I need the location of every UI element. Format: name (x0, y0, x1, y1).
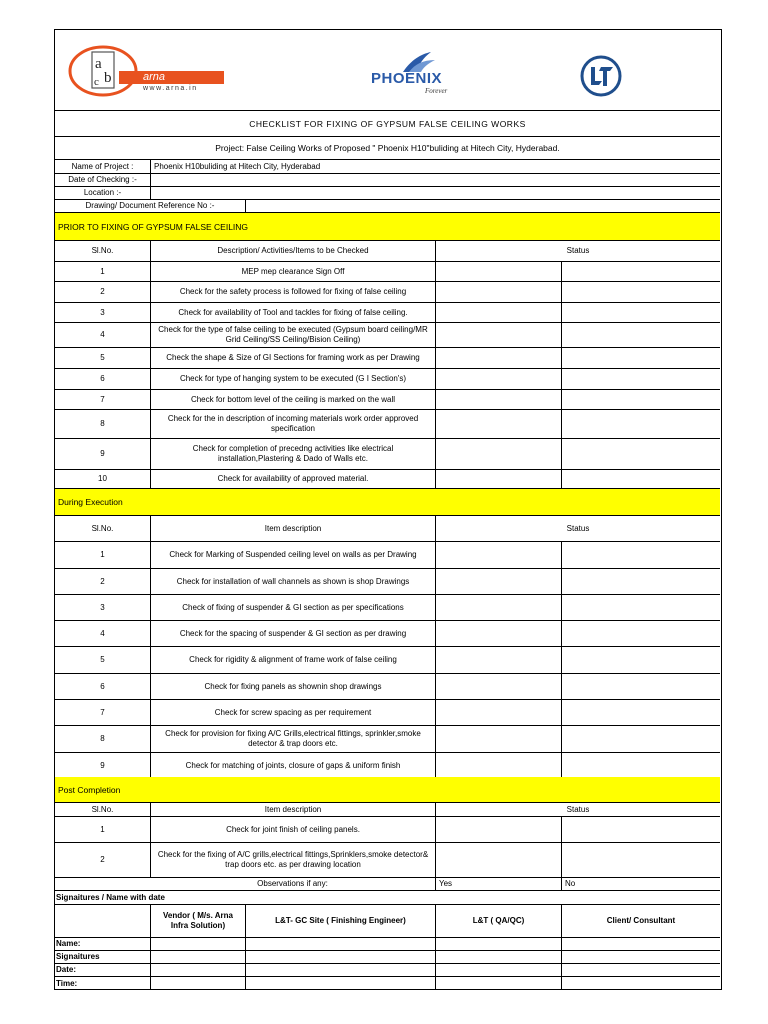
row-number: 9 (100, 449, 105, 458)
row-number: 3 (100, 602, 105, 612)
col-sl-no: Sl.No. (91, 246, 114, 255)
signature-row (55, 951, 720, 964)
row-description: Check for screw spacing as per requirement (150, 700, 435, 725)
observations-yes[interactable]: Yes (435, 878, 561, 890)
status-cell-yes[interactable] (435, 843, 561, 877)
row-description: Check for the fixing of A/C grills,electrical fittings,Sprinklers,smoke detector& trap doors etc. as per drawing location (150, 843, 435, 877)
sig-cell-vendor[interactable] (150, 964, 245, 976)
row-number: 10 (98, 474, 107, 483)
checklist-row (55, 390, 720, 410)
row-number: 5 (100, 655, 105, 664)
row-description: Check the shape & Size of GI Sections for framing work as per Drawing (150, 348, 435, 368)
project-name-label: Name of Project : (71, 161, 134, 171)
row-number: 1 (100, 266, 105, 276)
row-description: Check for the safety process is followed for fixing of false ceiling (150, 282, 435, 302)
section-post-title: Post Completion (58, 784, 121, 795)
checklist-row (55, 674, 720, 700)
row-description: Check for type of hanging system to be executed (G I Section's) (150, 369, 435, 389)
status-cell-yes[interactable] (435, 674, 561, 699)
status-cell-no[interactable] (561, 700, 720, 725)
status-cell-no[interactable] (561, 390, 720, 409)
status-cell-no[interactable] (561, 569, 720, 594)
status-cell-no[interactable] (561, 262, 720, 281)
page-title: CHECKLIST FOR FIXING OF GYPSUM FALSE CEILING WORKS (249, 118, 526, 129)
row-description: Check for joint finish of ceiling panels. (150, 817, 435, 842)
observations-label: Observations if any: (257, 879, 328, 888)
svg-text:b: b (104, 70, 112, 86)
row-description: Check for the in description of incoming materials work order approved specification (150, 410, 435, 438)
row-description: Check for the type of false ceiling to be executed (Gypsum board ceiling/MR Grid Ceiling/SS Ceiling/Bision Ceiling) (150, 323, 435, 347)
signature-row-label: Date: (56, 965, 77, 974)
status-cell-yes[interactable] (435, 410, 561, 438)
lt-logo-icon (579, 54, 623, 98)
col-sl-no: Sl.No. (91, 523, 114, 533)
drawing-reference-label: Drawing/ Document Reference No :- (85, 201, 215, 210)
row-number: 5 (100, 353, 105, 362)
col-status: Status (435, 803, 720, 816)
checklist-row (55, 726, 720, 753)
section-prior-columns (55, 241, 720, 262)
status-cell-no[interactable] (561, 753, 720, 778)
status-cell-yes[interactable] (435, 726, 561, 752)
section-execution-title: During Execution (58, 497, 123, 507)
info-row-location (55, 187, 720, 200)
date-of-checking-value[interactable] (150, 174, 720, 186)
row-number: 1 (100, 550, 105, 559)
row-description: MEP mep clearance Sign Off (150, 262, 435, 281)
checklist-row (55, 303, 720, 323)
row-number: 7 (100, 707, 105, 717)
info-row-name (55, 160, 720, 174)
lt-logo (579, 54, 623, 98)
sig-col-vendor: Vendor ( M/s. Arna Infra Solution) (150, 905, 245, 937)
row-description: Check for matching of joints, closure of gaps & uniform finish (150, 753, 435, 778)
row-description: Check for Marking of Suspended ceiling level on walls as per Drawing (150, 542, 435, 568)
status-cell-yes[interactable] (435, 439, 561, 469)
project-row (55, 137, 720, 160)
status-cell-yes[interactable] (435, 348, 561, 368)
checklist-row (55, 753, 720, 779)
row-number: 9 (100, 760, 105, 770)
sig-cell-vendor[interactable] (150, 977, 245, 990)
status-cell-no[interactable] (561, 348, 720, 368)
row-number: 8 (100, 734, 105, 743)
row-number: 4 (100, 628, 105, 638)
checklist-row (55, 369, 720, 390)
status-cell-no[interactable] (561, 843, 720, 877)
status-cell-no[interactable] (561, 595, 720, 620)
row-description: Check of fixing of suspender & GI section as per specifications (150, 595, 435, 620)
row-description: Check for fixing panels as shownin shop drawings (150, 674, 435, 699)
sig-cell-lt-qa[interactable] (435, 938, 561, 950)
row-number: 2 (100, 287, 105, 296)
checklist-row (55, 262, 720, 282)
signature-row-label: Time: (56, 978, 78, 988)
sig-cell-vendor[interactable] (150, 951, 245, 963)
sig-cell-client[interactable] (561, 938, 720, 950)
section-post-columns (55, 803, 720, 817)
col-sl-no: Sl.No. (91, 804, 114, 814)
col-description: Item description (150, 516, 435, 541)
section-execution-columns (55, 516, 720, 542)
status-cell-yes[interactable] (435, 390, 561, 409)
sig-cell-client[interactable] (561, 951, 720, 963)
row-description: Check for provision for fixing A/C Grills,electrical fittings, sprinkler,smoke detector & trap doors etc. (150, 726, 435, 752)
section-prior-title: PRIOR TO FIXING OF GYPSUM FALSE CEILING (58, 221, 249, 232)
checklist-row (55, 439, 720, 470)
sig-col-lt-qa: L&T ( QA/QC) (435, 905, 561, 937)
checklist-row (55, 348, 720, 369)
checklist-row (55, 817, 720, 843)
row-number: 3 (100, 307, 105, 317)
arna-logo (67, 44, 227, 100)
row-number: 2 (100, 855, 105, 864)
row-description: Check for availability of Tool and tackles for fixing of false ceiling. (150, 303, 435, 322)
checklist-row (55, 470, 720, 489)
info-row-date (55, 174, 720, 187)
status-cell-yes[interactable] (435, 700, 561, 725)
checklist-row (55, 621, 720, 647)
sig-cell-client[interactable] (561, 977, 720, 990)
signature-row-label: Name: (56, 939, 81, 948)
status-cell-yes[interactable] (435, 621, 561, 646)
checklist-row (55, 595, 720, 621)
signatures-header-row (55, 905, 720, 938)
status-cell-no[interactable] (561, 470, 720, 488)
status-cell-no[interactable] (561, 410, 720, 438)
signature-row (55, 938, 720, 951)
status-cell-no[interactable] (561, 817, 720, 842)
phoenix-logo (363, 50, 463, 98)
sig-cell-client[interactable] (561, 964, 720, 976)
sig-cell-lt-gc[interactable] (245, 964, 435, 976)
signatures-title-row (55, 891, 720, 905)
checklist-row (55, 282, 720, 303)
project-name-value: Phoenix H10buliding at Hitech City, Hyderabad (150, 160, 720, 173)
sig-cell-lt-gc[interactable] (245, 938, 435, 950)
row-description: Check for completion of precedng activities like electrical installation,Plastering & Dado of Walls etc. (150, 439, 435, 469)
row-number: 1 (100, 824, 105, 834)
status-cell-no[interactable] (561, 726, 720, 752)
row-number: 6 (100, 374, 105, 383)
status-cell-yes[interactable] (435, 569, 561, 594)
section-prior-header (55, 213, 720, 241)
status-cell-no[interactable] (561, 621, 720, 646)
checklist-row (55, 700, 720, 726)
svg-text:a: a (95, 56, 102, 72)
col-status: Status (435, 516, 720, 541)
phoenix-logo-tagline: Forever (425, 87, 448, 95)
checklist-row (55, 323, 720, 348)
arna-logo-text: arna (143, 71, 166, 83)
checklist-row (55, 542, 720, 569)
status-cell-yes[interactable] (435, 647, 561, 673)
row-description: Check for the spacing of suspender & GI section as per drawing (150, 621, 435, 646)
row-number: 8 (100, 419, 105, 428)
checklist-sheet (54, 29, 722, 990)
checklist-row (55, 569, 720, 595)
project-line: Project: False Ceiling Works of Proposed " Phoenix H10"buliding at Hitech City, Hyderabad. (215, 143, 560, 153)
status-cell-yes[interactable] (435, 542, 561, 568)
signature-row (55, 977, 720, 990)
status-cell-no[interactable] (561, 369, 720, 389)
drawing-reference-value[interactable] (245, 200, 720, 212)
status-cell-no[interactable] (561, 439, 720, 469)
observations-row (55, 878, 720, 891)
checklist-row (55, 843, 720, 878)
row-number: 4 (100, 330, 105, 339)
status-cell-yes[interactable] (435, 470, 561, 488)
row-description: Check for rigidity & alignment of frame work of false ceiling (150, 647, 435, 673)
location-label: Location :- (83, 188, 122, 197)
section-post-header (55, 777, 720, 803)
svg-text:c: c (94, 76, 99, 88)
sig-col-client: Client/ Consultant (561, 905, 720, 937)
status-cell-yes[interactable] (435, 303, 561, 322)
sig-cell-lt-qa[interactable] (435, 964, 561, 976)
status-cell-no[interactable] (561, 542, 720, 568)
row-number: 7 (100, 394, 105, 404)
row-number: 6 (100, 681, 105, 691)
info-row-drawing (55, 200, 720, 213)
checklist-row (55, 410, 720, 439)
row-description: Check for installation of wall channels as shown is shop Drawings (150, 569, 435, 594)
row-description: Check for bottom level of the ceiling is marked on the wall (150, 390, 435, 409)
col-status: Status (435, 241, 720, 261)
status-cell-yes[interactable] (435, 753, 561, 778)
sig-cell-lt-qa[interactable] (435, 977, 561, 990)
signature-row (55, 964, 720, 977)
date-of-checking-label: Date of Checking :- (68, 175, 137, 184)
section-execution-header (55, 489, 720, 516)
status-cell-yes[interactable] (435, 369, 561, 389)
title-row (55, 111, 720, 137)
sig-col-lt-gc: L&T- GC Site ( Finishing Engineer) (245, 905, 435, 937)
row-description: Check for availability of approved material. (150, 470, 435, 488)
checklist-row (55, 647, 720, 674)
location-value[interactable] (150, 187, 720, 199)
sig-cell-lt-gc[interactable] (245, 977, 435, 990)
status-cell-yes[interactable] (435, 262, 561, 281)
row-number: 2 (100, 576, 105, 586)
col-description: Description/ Activities/Items to be Checked (150, 241, 435, 261)
status-cell-yes[interactable] (435, 595, 561, 620)
status-cell-yes[interactable] (435, 323, 561, 347)
status-cell-no[interactable] (561, 282, 720, 302)
col-description: Item description (150, 803, 435, 816)
observations-no[interactable]: No (561, 878, 720, 890)
status-cell-no[interactable] (561, 323, 720, 347)
status-cell-no[interactable] (561, 647, 720, 673)
arna-logo-url: www.arna.in (143, 85, 198, 92)
signature-row-label: Signaitures (56, 952, 100, 961)
status-cell-yes[interactable] (435, 817, 561, 842)
sig-cell-lt-gc[interactable] (245, 951, 435, 963)
status-cell-no[interactable] (561, 303, 720, 322)
logo-row (55, 30, 720, 111)
sig-cell-vendor[interactable] (150, 938, 245, 950)
status-cell-no[interactable] (561, 674, 720, 699)
status-cell-yes[interactable] (435, 282, 561, 302)
phoenix-logo-text: PHOENIX (371, 70, 443, 87)
signatures-title: Signaitures / Name with date (56, 892, 165, 902)
sig-cell-lt-qa[interactable] (435, 951, 561, 963)
